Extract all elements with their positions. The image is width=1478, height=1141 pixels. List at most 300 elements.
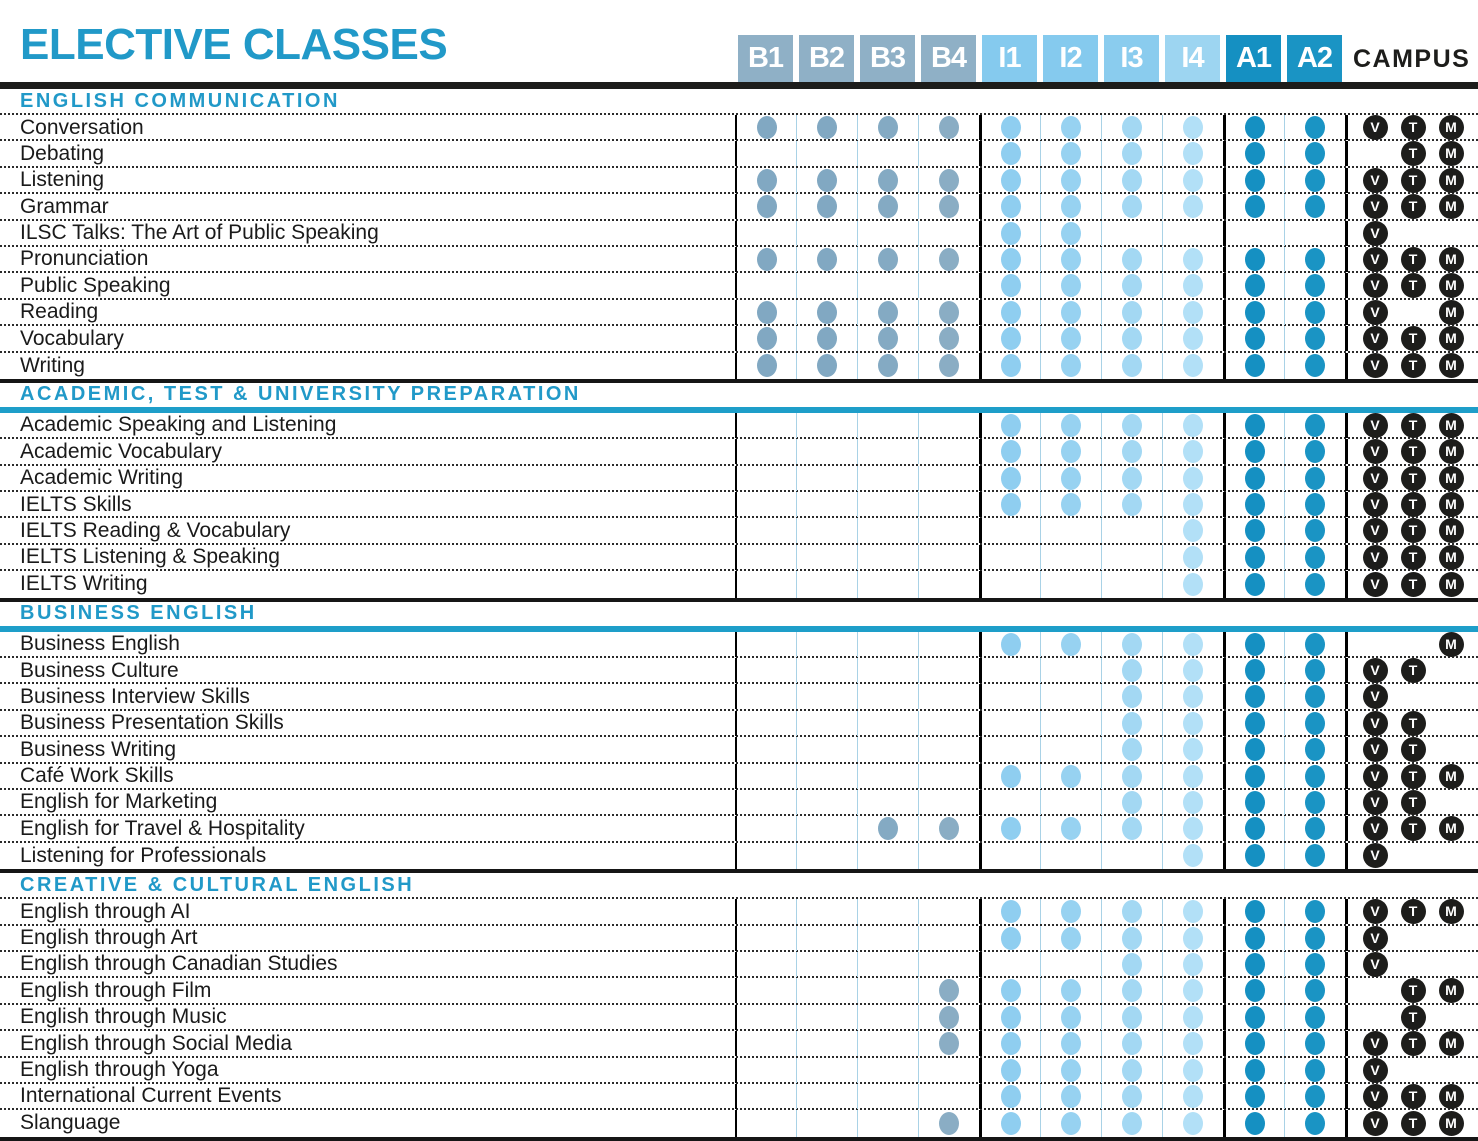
- campus-slot-v: [1356, 1111, 1394, 1136]
- course-row: [0, 518, 1478, 544]
- level-cell-b2: [796, 737, 857, 762]
- level-cell-b2: [796, 439, 857, 464]
- level-cell-i3: [1101, 247, 1162, 272]
- availability-dot: [1305, 573, 1325, 596]
- campus-icon-m: M: [1439, 978, 1464, 1003]
- level-cell-b4: [918, 711, 979, 736]
- level-cell-i4: [1162, 764, 1223, 789]
- level-cell-i2: [1040, 353, 1101, 379]
- campus-cell: [1345, 300, 1478, 325]
- level-cell-b1: [735, 194, 796, 219]
- availability-dot: [1183, 301, 1203, 324]
- level-cell-b1: [735, 1058, 796, 1083]
- level-cell-b4: [918, 300, 979, 325]
- campus-icon-v: V: [1363, 466, 1388, 491]
- availability-dot: [1305, 354, 1325, 377]
- level-cell-a2: [1284, 168, 1345, 193]
- level-cell-i3: [1101, 353, 1162, 379]
- level-cell-i1: [979, 168, 1040, 193]
- level-cell-i2: [1040, 571, 1101, 597]
- availability-dot: [1061, 979, 1081, 1002]
- level-cell-i2: [1040, 816, 1101, 841]
- level-cell-a1: [1223, 247, 1284, 272]
- level-cell-i2: [1040, 300, 1101, 325]
- availability-dot: [1061, 633, 1081, 656]
- campus-icon-t: T: [1401, 1005, 1426, 1030]
- availability-dot: [1122, 633, 1142, 656]
- level-chip-b3: B3: [860, 35, 915, 82]
- campus-slot-m: [1432, 899, 1470, 924]
- level-cell-i1: [979, 115, 1040, 140]
- level-cell-i3: [1101, 492, 1162, 517]
- level-cell-a2: [1284, 466, 1345, 491]
- level-cell-b2: [796, 413, 857, 438]
- campus-slot-m: [1432, 978, 1470, 1003]
- level-cell-i3: [1101, 1110, 1162, 1136]
- level-cell-b3: [857, 518, 918, 543]
- level-cell-b1: [735, 326, 796, 351]
- level-cell-b3: [857, 1110, 918, 1136]
- campus-icon-m: M: [1439, 1031, 1464, 1056]
- campus-icon-m: M: [1439, 194, 1464, 219]
- level-cell-a1: [1223, 926, 1284, 951]
- course-name: Academic Speaking and Listening: [20, 413, 337, 437]
- level-cell-b2: [796, 899, 857, 924]
- campus-icon-m: M: [1439, 413, 1464, 438]
- level-cell-i3: [1101, 978, 1162, 1003]
- availability-dot: [1183, 327, 1203, 350]
- course-row: [0, 632, 1478, 658]
- campus-icon-t: T: [1401, 273, 1426, 298]
- campus-slot-t: [1394, 466, 1432, 491]
- course-row: [0, 1005, 1478, 1031]
- level-cell-i4: [1162, 684, 1223, 709]
- level-cell-i1: [979, 545, 1040, 570]
- course-row: [0, 1110, 1478, 1136]
- level-cell-b3: [857, 273, 918, 298]
- level-cell-a2: [1284, 439, 1345, 464]
- availability-dot: [1305, 1006, 1325, 1029]
- availability-dot: [1305, 546, 1325, 569]
- level-cell-b3: [857, 711, 918, 736]
- campus-slot-m: [1432, 194, 1470, 219]
- availability-dot: [939, 195, 959, 218]
- level-cell-b2: [796, 684, 857, 709]
- level-cell-b4: [918, 843, 979, 869]
- level-cell-i3: [1101, 899, 1162, 924]
- course-row: [0, 711, 1478, 737]
- level-cell-i4: [1162, 1005, 1223, 1030]
- course-row: [0, 899, 1478, 925]
- availability-dot: [1001, 274, 1021, 297]
- level-cell-b4: [918, 632, 979, 657]
- level-chip-a2: A2: [1287, 35, 1342, 82]
- level-cell-b4: [918, 413, 979, 438]
- course-name: Pronunciation: [20, 247, 149, 271]
- campus-icon-v: V: [1363, 737, 1388, 762]
- campus-icon-v: V: [1363, 1058, 1388, 1083]
- availability-dot: [1305, 440, 1325, 463]
- campus-slot-m: [1432, 518, 1470, 543]
- level-cell-i2: [1040, 684, 1101, 709]
- availability-dot: [1305, 844, 1325, 867]
- level-cell-a2: [1284, 737, 1345, 762]
- level-cell-b3: [857, 1058, 918, 1083]
- availability-dot: [1061, 900, 1081, 923]
- level-chip-b1: B1: [738, 35, 793, 82]
- level-cell-a1: [1223, 168, 1284, 193]
- level-cell-i1: [979, 952, 1040, 977]
- level-cell-a2: [1284, 1031, 1345, 1056]
- level-cell-i4: [1162, 247, 1223, 272]
- campus-header-label: CAMPUS: [1353, 45, 1471, 73]
- availability-dot: [1245, 1059, 1265, 1082]
- availability-dot: [1245, 116, 1265, 139]
- level-cell-b1: [735, 571, 796, 597]
- availability-dot: [1122, 169, 1142, 192]
- level-cell-i4: [1162, 326, 1223, 351]
- course-row: [0, 790, 1478, 816]
- availability-dot: [1001, 248, 1021, 271]
- availability-dot: [1061, 248, 1081, 271]
- availability-dot: [1001, 222, 1021, 245]
- level-cell-i2: [1040, 518, 1101, 543]
- level-cell-a1: [1223, 439, 1284, 464]
- availability-dot: [1122, 765, 1142, 788]
- campus-slot-m: [1432, 141, 1470, 166]
- campus-icon-m: M: [1439, 899, 1464, 924]
- level-cell-a1: [1223, 764, 1284, 789]
- campus-slot-t: [1394, 353, 1432, 378]
- campus-slot-v: [1356, 326, 1394, 351]
- course-name: Vocabulary: [20, 326, 124, 350]
- campus-cell: [1345, 816, 1478, 841]
- availability-dot: [1183, 440, 1203, 463]
- course-name: Reading: [20, 300, 99, 324]
- level-cell-b2: [796, 571, 857, 597]
- level-cell-i4: [1162, 466, 1223, 491]
- level-cell-b1: [735, 899, 796, 924]
- level-cell-a1: [1223, 518, 1284, 543]
- level-cell-i4: [1162, 1031, 1223, 1056]
- level-cell-i3: [1101, 518, 1162, 543]
- availability-dot: [1305, 274, 1325, 297]
- level-cell-b4: [918, 816, 979, 841]
- level-cell-b2: [796, 194, 857, 219]
- campus-slot-t: [1394, 168, 1432, 193]
- course-row: [0, 926, 1478, 952]
- campus-cell: [1345, 1058, 1478, 1083]
- level-cell-b1: [735, 1031, 796, 1056]
- level-cell-i1: [979, 326, 1040, 351]
- campus-cell: [1345, 194, 1478, 219]
- campus-slot-m: [1432, 764, 1470, 789]
- availability-dot: [1183, 953, 1203, 976]
- campus-icon-t: T: [1401, 194, 1426, 219]
- course-row: [0, 115, 1478, 141]
- level-cell-b3: [857, 141, 918, 166]
- availability-dot: [939, 116, 959, 139]
- level-cell-b1: [735, 492, 796, 517]
- campus-slot-t: [1394, 247, 1432, 272]
- section: [0, 383, 1478, 602]
- campus-icon-t: T: [1401, 168, 1426, 193]
- level-cell-b4: [918, 353, 979, 379]
- level-cell-i1: [979, 899, 1040, 924]
- availability-dot: [1122, 712, 1142, 735]
- section-title-row: [0, 602, 1478, 632]
- level-cell-i3: [1101, 764, 1162, 789]
- level-cell-b2: [796, 221, 857, 246]
- level-cell-b1: [735, 1005, 796, 1030]
- campus-slot-t: [1394, 141, 1432, 166]
- availability-dot: [1305, 169, 1325, 192]
- campus-icon-v: V: [1363, 952, 1388, 977]
- level-cell-i3: [1101, 141, 1162, 166]
- level-cell-a1: [1223, 843, 1284, 869]
- level-cell-a1: [1223, 978, 1284, 1003]
- level-cell-b1: [735, 247, 796, 272]
- level-cell-b3: [857, 1084, 918, 1109]
- level-cell-i1: [979, 978, 1040, 1003]
- level-cell-i2: [1040, 790, 1101, 815]
- level-cell-i3: [1101, 439, 1162, 464]
- level-cell-b3: [857, 413, 918, 438]
- availability-dot: [1245, 659, 1265, 682]
- course-row: [0, 300, 1478, 326]
- course-name: Business Presentation Skills: [20, 711, 284, 735]
- availability-dot: [1061, 1059, 1081, 1082]
- availability-dot: [1245, 142, 1265, 165]
- campus-icon-t: T: [1401, 115, 1426, 140]
- campus-slot-t: [1394, 816, 1432, 841]
- level-cell-i4: [1162, 1084, 1223, 1109]
- level-cell-i3: [1101, 658, 1162, 683]
- course-name: IELTS Writing: [20, 572, 148, 596]
- availability-dot: [1122, 354, 1142, 377]
- campus-cell: [1345, 439, 1478, 464]
- campus-icon-v: V: [1363, 790, 1388, 815]
- level-cell-b1: [735, 439, 796, 464]
- level-cell-i3: [1101, 952, 1162, 977]
- level-cell-a2: [1284, 194, 1345, 219]
- course-row: [0, 843, 1478, 869]
- level-cell-a1: [1223, 658, 1284, 683]
- level-cell-i2: [1040, 1058, 1101, 1083]
- level-cell-a1: [1223, 413, 1284, 438]
- campus-icon-v: V: [1363, 816, 1388, 841]
- campus-slot-v: [1356, 221, 1394, 246]
- campus-icon-m: M: [1439, 300, 1464, 325]
- level-cell-a2: [1284, 273, 1345, 298]
- availability-dot: [878, 327, 898, 350]
- level-cell-i3: [1101, 326, 1162, 351]
- availability-dot: [1245, 354, 1265, 377]
- campus-slot-v: [1356, 711, 1394, 736]
- course-name: Business Writing: [20, 737, 177, 761]
- course-name: IELTS Reading & Vocabulary: [20, 518, 291, 542]
- section: [0, 89, 1478, 383]
- availability-dot: [1245, 1006, 1265, 1029]
- level-chip-a1: A1: [1226, 35, 1281, 82]
- availability-dot: [878, 354, 898, 377]
- availability-dot: [1183, 633, 1203, 656]
- availability-dot: [1245, 633, 1265, 656]
- level-cell-b3: [857, 115, 918, 140]
- campus-cell: [1345, 952, 1478, 977]
- availability-dot: [1183, 1032, 1203, 1055]
- level-cell-a1: [1223, 684, 1284, 709]
- campus-icon-m: M: [1439, 764, 1464, 789]
- availability-dot: [1122, 116, 1142, 139]
- page-title: ELECTIVE CLASSES: [20, 20, 448, 69]
- availability-dot: [1305, 738, 1325, 761]
- level-cell-a2: [1284, 978, 1345, 1003]
- availability-dot: [817, 354, 837, 377]
- campus-cell: [1345, 247, 1478, 272]
- level-cell-i2: [1040, 194, 1101, 219]
- level-cell-b1: [735, 952, 796, 977]
- level-cell-a2: [1284, 492, 1345, 517]
- availability-dot: [1001, 633, 1021, 656]
- level-cell-i2: [1040, 899, 1101, 924]
- campus-cell: [1345, 711, 1478, 736]
- header-divider: [0, 82, 1478, 89]
- campus-icon-v: V: [1363, 545, 1388, 570]
- level-cell-i4: [1162, 571, 1223, 597]
- course-row: [0, 194, 1478, 220]
- availability-dot: [1183, 573, 1203, 596]
- campus-cell: [1345, 273, 1478, 298]
- availability-dot: [1061, 354, 1081, 377]
- level-cell-i2: [1040, 1084, 1101, 1109]
- level-cell-i3: [1101, 1084, 1162, 1109]
- course-row: [0, 658, 1478, 684]
- course-row: [0, 816, 1478, 842]
- campus-slot-v: [1356, 1058, 1394, 1083]
- campus-icon-v: V: [1363, 221, 1388, 246]
- level-cell-i3: [1101, 711, 1162, 736]
- level-cell-b4: [918, 737, 979, 762]
- availability-dot: [1122, 327, 1142, 350]
- availability-dot: [1305, 659, 1325, 682]
- availability-dot: [1245, 979, 1265, 1002]
- course-name: Slanguage: [20, 1111, 121, 1135]
- level-cell-b2: [796, 790, 857, 815]
- level-cell-i2: [1040, 439, 1101, 464]
- level-cell-b2: [796, 545, 857, 570]
- campus-slot-v: [1356, 413, 1394, 438]
- availability-dot: [1122, 738, 1142, 761]
- availability-dot: [1061, 222, 1081, 245]
- level-cell-i4: [1162, 221, 1223, 246]
- page-header: [0, 0, 1478, 82]
- level-cell-b3: [857, 790, 918, 815]
- level-cell-i3: [1101, 790, 1162, 815]
- level-cell-b1: [735, 632, 796, 657]
- campus-slot-m: [1432, 353, 1470, 378]
- availability-dot: [1122, 1059, 1142, 1082]
- campus-cell: [1345, 353, 1478, 379]
- availability-dot: [1245, 738, 1265, 761]
- campus-slot-t: [1394, 492, 1432, 517]
- level-cell-a2: [1284, 141, 1345, 166]
- course-name: Grammar: [20, 194, 109, 218]
- availability-dot: [1245, 685, 1265, 708]
- campus-icon-v: V: [1363, 194, 1388, 219]
- level-cell-i4: [1162, 711, 1223, 736]
- course-row: [0, 353, 1478, 379]
- level-cell-b1: [735, 466, 796, 491]
- course-name: English through Canadian Studies: [20, 952, 338, 976]
- availability-dot: [878, 301, 898, 324]
- level-cell-i4: [1162, 439, 1223, 464]
- availability-dot: [1183, 1006, 1203, 1029]
- availability-dot: [1305, 900, 1325, 923]
- availability-dot: [1001, 927, 1021, 950]
- level-cell-a2: [1284, 1005, 1345, 1030]
- course-name: International Current Events: [20, 1084, 282, 1108]
- level-cell-b1: [735, 978, 796, 1003]
- campus-icon-m: M: [1439, 1084, 1464, 1109]
- course-row: [0, 466, 1478, 492]
- course-name: Conversation: [20, 115, 144, 139]
- level-cell-i2: [1040, 711, 1101, 736]
- campus-slot-t: [1394, 545, 1432, 570]
- campus-slot-m: [1432, 413, 1470, 438]
- level-cell-i3: [1101, 545, 1162, 570]
- campus-icon-t: T: [1401, 816, 1426, 841]
- level-cell-i3: [1101, 413, 1162, 438]
- campus-icon-v: V: [1363, 684, 1388, 709]
- availability-dot: [1245, 493, 1265, 516]
- course-row: [0, 141, 1478, 167]
- campus-icon-m: M: [1439, 632, 1464, 657]
- campus-slot-v: [1356, 115, 1394, 140]
- level-cell-a1: [1223, 632, 1284, 657]
- availability-dot: [1183, 738, 1203, 761]
- level-cell-i2: [1040, 168, 1101, 193]
- level-cell-b2: [796, 353, 857, 379]
- campus-icon-m: M: [1439, 572, 1464, 597]
- level-cell-i3: [1101, 926, 1162, 951]
- campus-icon-v: V: [1363, 764, 1388, 789]
- campus-cell: [1345, 843, 1478, 869]
- availability-dot: [1305, 248, 1325, 271]
- availability-dot: [1061, 765, 1081, 788]
- campus-cell: [1345, 1005, 1478, 1030]
- availability-dot: [1122, 248, 1142, 271]
- availability-dot: [1122, 659, 1142, 682]
- level-cell-b4: [918, 518, 979, 543]
- level-cell-a1: [1223, 737, 1284, 762]
- campus-slot-v: [1356, 843, 1394, 868]
- level-cell-i2: [1040, 115, 1101, 140]
- course-row: [0, 221, 1478, 247]
- level-cell-b2: [796, 141, 857, 166]
- level-cell-i3: [1101, 816, 1162, 841]
- campus-icon-t: T: [1401, 572, 1426, 597]
- availability-dot: [1122, 1085, 1142, 1108]
- level-cell-a2: [1284, 711, 1345, 736]
- course-name: English through Social Media: [20, 1031, 292, 1055]
- availability-dot: [1245, 467, 1265, 490]
- availability-dot: [1122, 953, 1142, 976]
- availability-dot: [1305, 633, 1325, 656]
- level-chip-i1: I1: [982, 35, 1037, 82]
- availability-dot: [1001, 116, 1021, 139]
- campus-cell: [1345, 658, 1478, 683]
